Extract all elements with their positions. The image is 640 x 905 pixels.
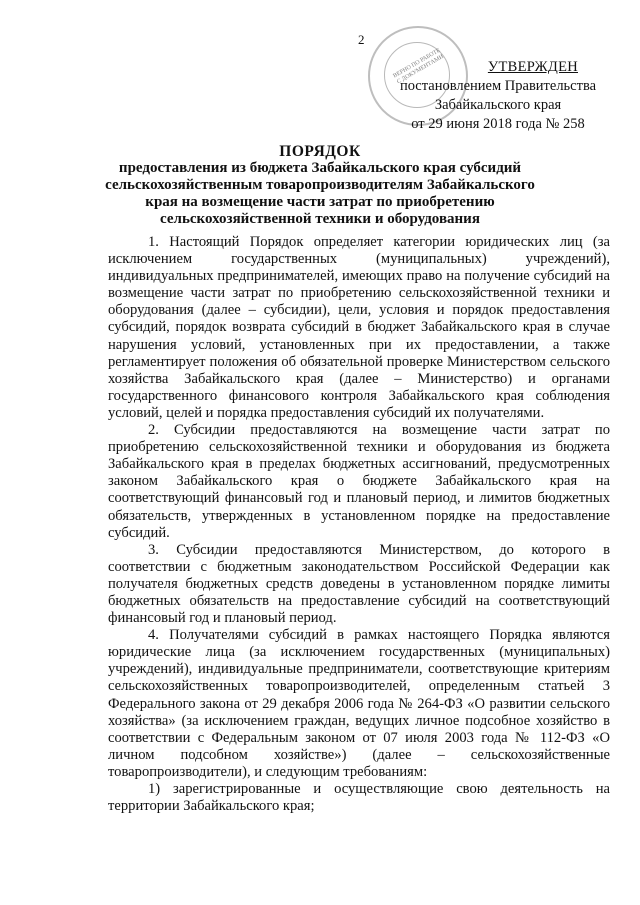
paragraph-1: 1. Настоящий Порядок определяет категории юридических лиц (за исключением государственных (муниципальных) учреждений), индивидуальных предпринимателей, имеющих право на получение субсидий на возмещение части затрат по приобретению сельскохозяйственной техники и оборудования (далее – субсидии), цели, условия и порядок предоставления субсидий, порядок возврата субсидий в бюджет Забайкальского края в случае нарушения условий, установленных при их предоставлении, а также регламентирует положения об обязательной проверке Министерством сельского хозяйства Забайкальского края (далее – Министерство) и органами государственного финансового контроля Забайкальского края соблюдения условий, целей и порядка предоставления субсидий их получателями. [108, 234, 610, 421]
approval-block [388, 58, 608, 134]
approved-label: УТВЕРЖДЕН [487, 59, 578, 75]
approval-line-2: Забайкальского края [434, 97, 562, 113]
paragraph-3: 3. Субсидии предоставляются Министерством, до которого в соответствии с бюджетным законодательством Российской Федерации как получателя бюджетных средств доведены в установленном порядке лимиты бюджетных обязательств на предоставление субсидий на соответствующий финансовый год и плановый период. [108, 541, 610, 627]
paragraph-4: 4. Получателями субсидий в рамках настоящего Порядка являются юридические лица (за исключением государственных (муниципальных) учреждений), индивидуальные предприниматели, соответствующие критериям сельскохозяйственных товаропроизводителей, определенным статьей 3 Федерального закона от 29 декабря 2006 года № 264-ФЗ «О развитии сельского хозяйства» (за исключением граждан, ведущих личное подсобное хозяйство в соответствии с Федеральным законом от 07 июля 2003 года № 112-ФЗ «О личном подсобном хозяйстве») (далее – сельскохозяйственные товаропроизводители), и следующим требованиям: [108, 627, 610, 780]
page-number: 2 [358, 32, 365, 47]
document-title [90, 143, 550, 228]
approval-line-1: постановлением Правительства [399, 78, 597, 94]
title-subheading: предоставления из бюджета Забайкальского края субсидий сельскохозяйственным товаропроизводителям Забайкальского края на возмещение части затрат по приобретению сельскохозяйственной техники и оборудования [105, 160, 535, 227]
document-body [108, 234, 610, 815]
approval-line-3: от 29 июня 2018 года № 258 [411, 116, 585, 132]
title-heading: ПОРЯДОК [279, 143, 361, 160]
stamp-text: ВЕРНО ПО РАБОТЕ С ДОКУМЕНТАМИ [392, 47, 445, 86]
paragraph-4-item-1: 1) зарегистрированные и осуществляющие свою деятельность на территории Забайкальского края; [108, 781, 610, 815]
paragraph-2: 2. Субсидии предоставляются на возмещение части затрат по приобретению сельскохозяйственной техники и оборудования из бюджета Забайкальского края в пределах бюджетных ассигнований, предусмотренных законом Забайкальского края о бюджете Забайкальского края на соответствующий финансовый год и плановый период, и лимитов бюджетных обязательств, утвержденных в установленном порядке на предоставление субсидий. [108, 422, 610, 541]
